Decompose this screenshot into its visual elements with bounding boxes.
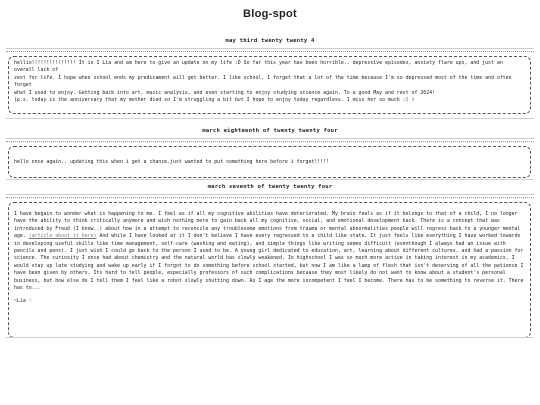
post-divider: [6, 194, 534, 195]
site-title: Blog-spot: [242, 8, 298, 20]
post-text-line: (p.s. today is the anniversary that my mother died so I'm struggling a bit but I hope to enjoy today regardless. I miss her so much :( ): [14, 97, 415, 104]
post-text-part: And while I have looked at it I don't believe I have every regressed to a child like state, It just feels like everything I have worked towards in developing useful skills like time management, self-care (washing and eating), and simple things like writing seems difficult (eventhough I always had an issue with pencils and pens). I just wish I could go back to the person I used to be. A young girl dedicated to education, art, learning about different cultures, and had a passion for science. The curiosity I once had about chemistry and the natural world has slowly weakened. In highschool I was so much more active in taking interest in my academics, I would stay up late studying and wake up early if I forgot to do something before school started, but now I am like a lump of flesh that isn't deserving of all the patience I have been given by others. Its hard to tell people, especially professors of such complications becuase they most likely do not want to know about a student's personal business, but how else do I tell them I feel like a robot slowly shutting down. As I age the more incompetent I feel I become. There has to be something to reverse it. There has to...: [14, 233, 524, 292]
post-title: march seventh of twenty twenty four: [207, 184, 333, 190]
post-divider: [6, 138, 534, 139]
post-title: march eighteenth of twenty twenty four: [202, 128, 338, 134]
post-text-line: zest for life. I hope when school ends my predicament will get better. I like school, I forget that a lot of the time because I'm so depressed most of the time and often forget: [14, 74, 512, 89]
post-body: [8, 56, 531, 114]
post-text: [14, 211, 525, 292]
article-link[interactable]: (article about it here): [28, 233, 97, 240]
post-divider: [6, 51, 534, 52]
post-text-line: what I used to enjoy. Getting back into art, music analysis, and even starting to enjoy studying science again. To a good May and rest of 2024!: [14, 89, 436, 96]
post-divider: [6, 48, 534, 49]
post-body: [8, 146, 531, 178]
post-text-part: I have begain to wonder what is happening to me. I feel as if all my cognitive abilities have deteriorated. My brain feels as if it belongs to that of a child, I no longer have the ability to think critically anymore and wish nothing more to gain back all my cognitive, social, and emotional development back. There is a concept that was introduced by Freud (I know..) about how in a attempt to reconcile any troublesome emotions from trauma or mental abnormalities people will regress back to a younger mental age.: [14, 211, 521, 240]
post-separator: [6, 337, 534, 338]
post-divider: [6, 141, 534, 142]
post-text-line: hellio!!!!!!!!!!!!!!! It is I Lia and am here to give an update on my life :D So far this year has been horrible.. depressive episodes, anxiety flare ups, and just an overall lack of: [14, 60, 503, 74]
post-body: [8, 202, 531, 338]
post-separator: [6, 179, 534, 180]
post-separator: [6, 118, 534, 119]
post-title: may third twenty twenty 4: [225, 38, 315, 44]
post-text-line: hello once again.. updating this when i get a chance.just wanted to put something here before i forget!!!!!: [14, 159, 330, 165]
signature: ~Lia ♡: [14, 298, 32, 305]
post-divider: [6, 197, 534, 198]
